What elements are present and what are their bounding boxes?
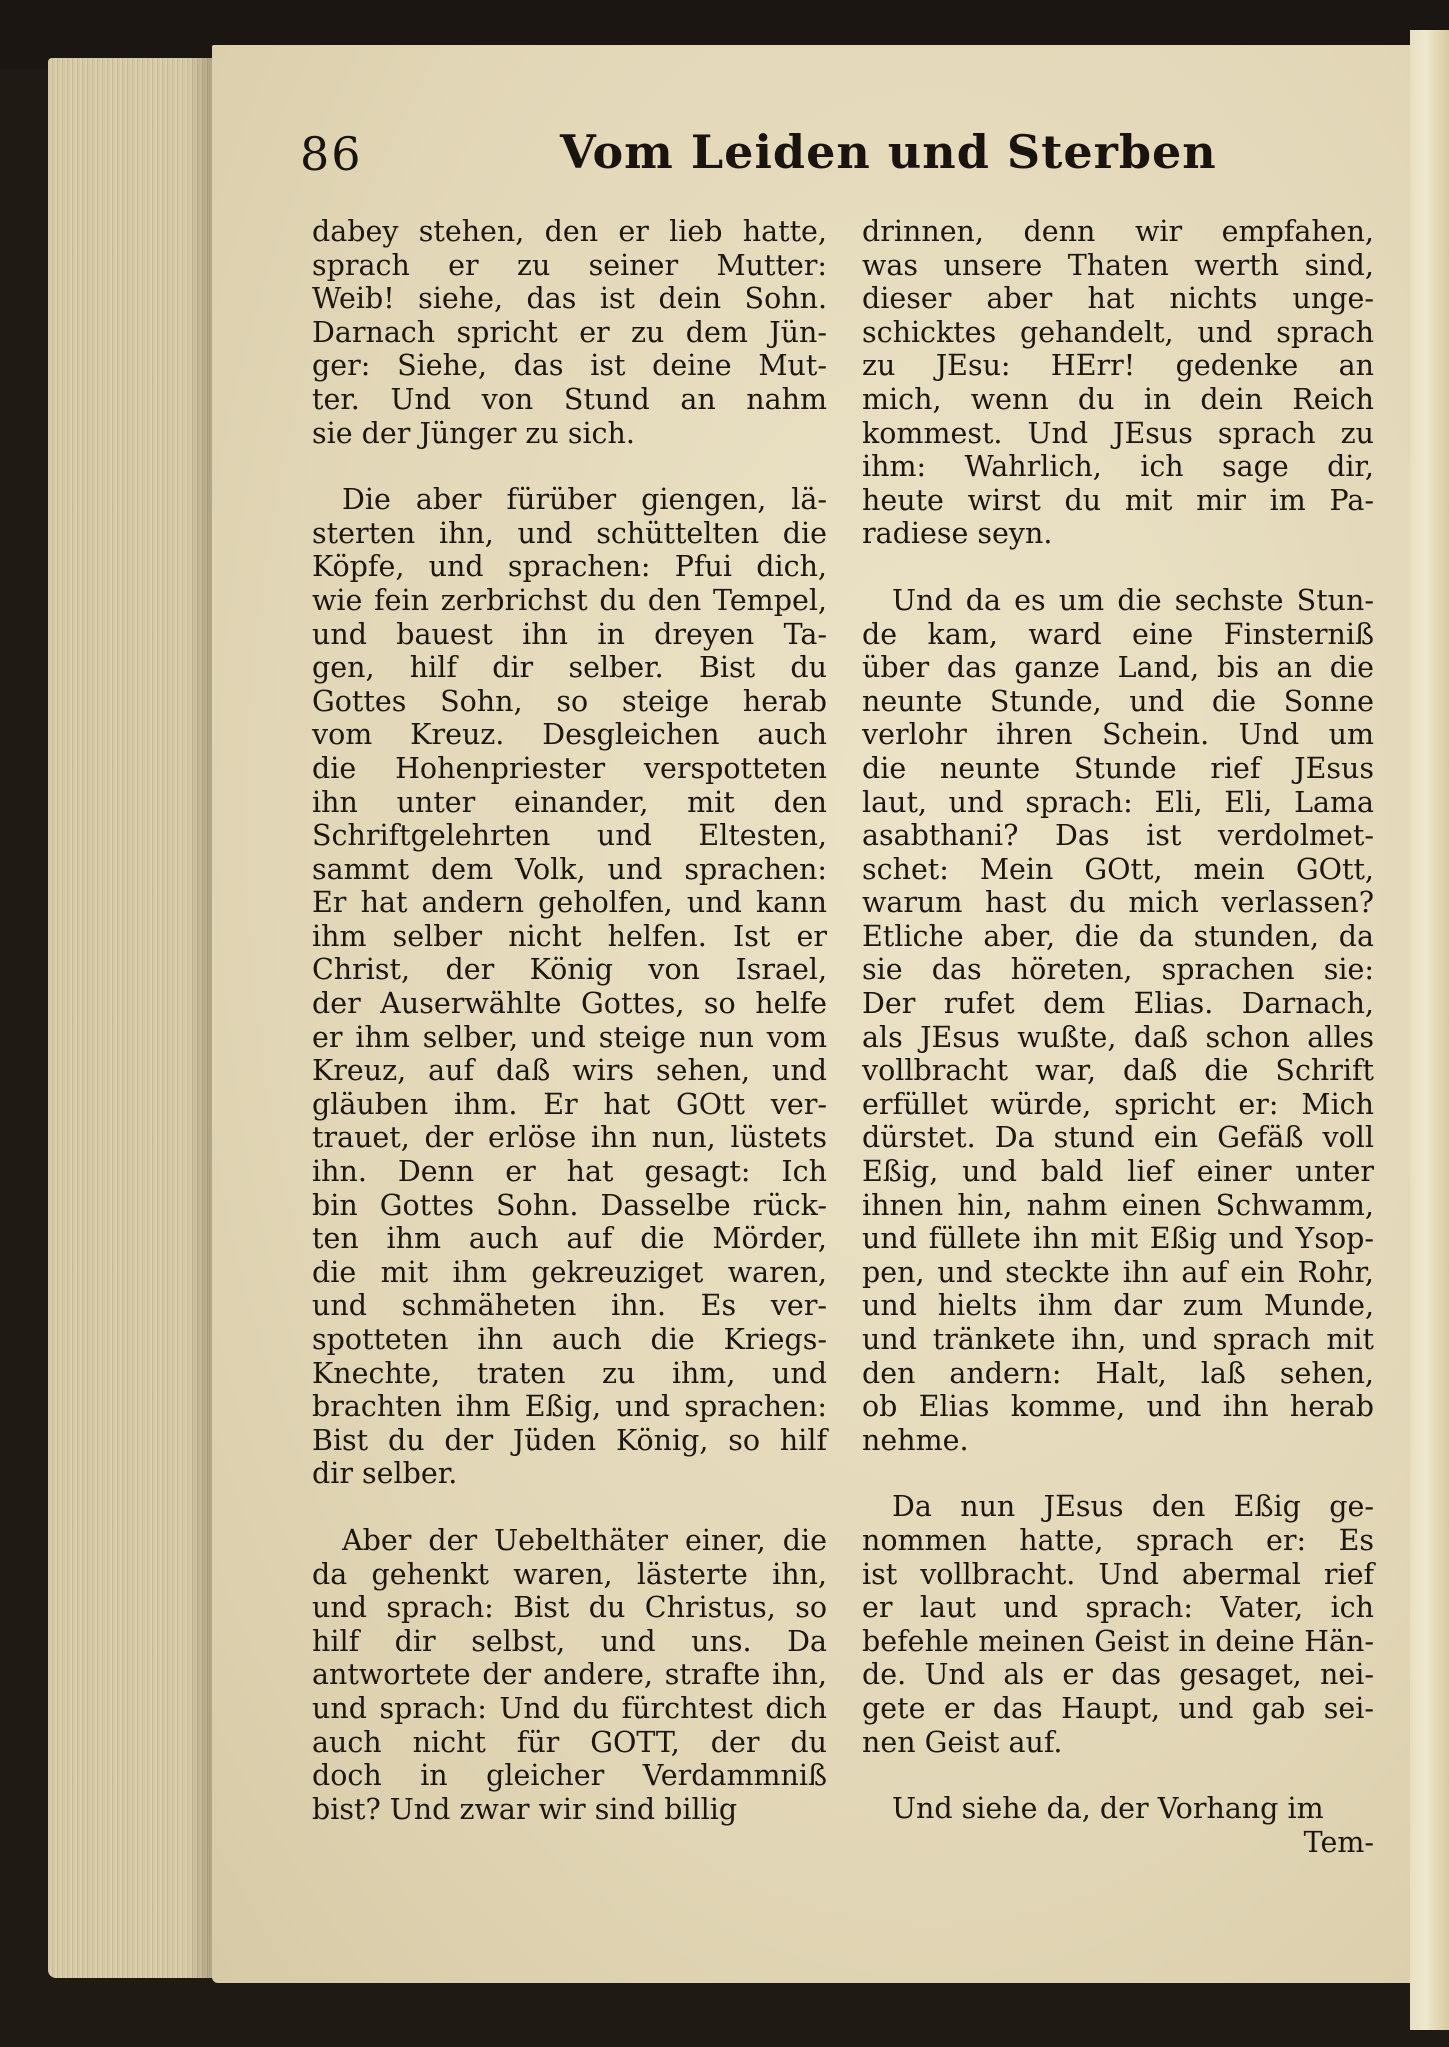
text-line: drinnen, denn wir empfahen, [862,215,1374,248]
paragraph [312,1524,827,1826]
text-line: nen Geist auf. [862,1725,1063,1759]
text-line: spotteten ihn auch die Kriegs- [312,1323,827,1356]
text-line: gläuben ihm. Er hat GOtt ver- [312,1087,827,1121]
text-line: er laut und sprach: Vater, ich [862,1591,1374,1625]
text-line: Knechte, traten zu ihm, und [312,1356,827,1390]
text-line: Christ, der König von Israel, [312,953,827,987]
catchword: Tem- [1303,1825,1374,1859]
text-line: und sprach: Und du fürchtest dich [312,1691,827,1725]
text-line: bin Gottes Sohn. Dasselbe rück- [312,1188,827,1222]
text-line: radiese seyn. [862,517,1053,551]
text-line: schet: Mein GOtt, mein GOtt, [862,852,1374,886]
text-line: gen, hilf dir selber. Bist du [312,651,827,685]
text-line: neunte Stunde, und die Sonne [862,684,1374,718]
text-line: heute wirst du mit mir im Pa- [862,483,1374,517]
text-line: Aber der Uebelthäter einer, die [342,1523,827,1557]
text-line: Gottes Sohn, so steige herab [312,684,827,718]
text-line: brachten ihm Eßig, und sprachen: [312,1390,827,1424]
text-line: ger: Siehe, das ist deine Mut- [312,349,827,383]
text-line: der Auserwählte Gottes, so helfe [312,987,827,1021]
text-line: ihn. Denn er hat gesagt: Ich [312,1155,827,1189]
text-line: den andern: Halt, laß sehen, [862,1356,1374,1390]
paragraph [862,1792,1374,1859]
running-head: Vom Leiden und Sterben [560,125,1217,179]
text-line: gete er das Haupt, und gab sei- [862,1691,1374,1725]
paragraph [312,215,827,450]
text-line: Köpfe, und sprachen: Pfui dich, [312,550,827,584]
page-edges [48,58,218,1978]
text-line: dabey stehen, den er lieb hatte, [312,215,827,248]
paragraph [862,215,1374,551]
text-line: was unsere Thaten werth sind, [862,248,1374,282]
text-line: Etliche aber, die da stunden, da [862,919,1374,953]
text-line: kommest. Und JEsus sprach zu [862,416,1374,450]
text-line: hilf dir selbst, und uns. Da [312,1624,827,1658]
text-line: er ihm selber, und steige nun vom [312,1020,827,1054]
text-line: pen, und steckte ihn auf ein Rohr, [862,1255,1374,1289]
text-line: Und da es um die sechste Stun- [892,583,1374,617]
text-line: Darnach spricht er zu dem Jün- [312,315,827,349]
page-header [300,125,1300,195]
text-line: auch nicht für GOTT, der du [312,1725,827,1759]
text-line: über das ganze Land, bis an die [862,651,1374,685]
text-line: Eßig, und bald lief einer unter [862,1155,1374,1189]
text-line: die Hohenpriester verspotteten [312,751,827,785]
text-line: vom Kreuz. Desgleichen auch [312,718,827,752]
text-line: ihm selber nicht helfen. Ist er [312,919,827,953]
text-line: als JEsus wußte, daß schon alles [862,1020,1374,1054]
text-line: Der rufet dem Elias. Darnach, [862,987,1374,1021]
text-line: Kreuz, auf daß wirs sehen, und [312,1054,827,1088]
text-line: da gehenkt waren, lästerte ihn, [312,1557,827,1591]
text-line: befehle meinen Geist in deine Hän- [862,1624,1374,1658]
text-line: de kam, ward eine Finsterniß [862,617,1374,651]
text-line: die mit ihm gekreuziget waren, [312,1255,827,1289]
text-line: ter. Und von Stund an nahm [312,382,827,416]
text-line: bist? Und zwar wir sind billig [312,1792,738,1826]
text-line: doch in gleicher Verdammniß [312,1759,827,1793]
text-line: Schriftgelehrten und Eltesten, [312,819,827,853]
text-line: und bauest ihn in dreyen Ta- [312,617,827,651]
text-line: Und siehe da, der Vorhang im [892,1792,1324,1826]
text-line: dir selber. [312,1457,458,1491]
text-line: nehme. [862,1423,969,1457]
text-line: asabthani? Das ist verdolmet- [862,819,1374,853]
right-column [862,215,1374,1892]
text-line: und schmäheten ihn. Es ver- [312,1289,827,1323]
text-line: Die aber fürüber giengen, lä- [342,483,827,517]
text-line: verlohr ihren Schein. Und um [862,718,1374,752]
text-line: ist vollbracht. Und abermal rief [862,1557,1374,1591]
text-line: warum hast du mich verlassen? [862,886,1374,920]
text-line: sie das höreten, sprachen sie: [862,953,1374,987]
paragraph [862,1490,1374,1759]
text-line: Bist du der Jüden König, so hilf [312,1423,827,1457]
text-line: ihm: Wahrlich, ich sage dir, [862,450,1374,484]
text-line: zu JEsu: HErr! gedenke an [862,349,1374,383]
text-line: sie der Jünger zu sich. [312,416,635,450]
text-line: Weib! siehe, das ist dein Sohn. [312,282,827,316]
text-line: nommen hatte, sprach er: Es [862,1523,1374,1557]
page-number: 86 [300,127,363,181]
text-line: sprach er zu seiner Mutter: [312,248,827,282]
text-line: und sprach: Bist du Christus, so [312,1591,827,1625]
text-line: ihn unter einander, mit den [312,785,827,819]
text-line: ob Elias komme, und ihn herab [862,1390,1374,1424]
text-line: schicktes gehandelt, und sprach [862,315,1374,349]
paragraph [862,584,1374,1457]
text-line: mich, wenn du in dein Reich [862,382,1374,416]
text-line: ihnen hin, nahm einen Schwamm, [862,1188,1374,1222]
text-line: und tränkete ihn, und sprach mit [862,1323,1374,1356]
text-line: sammt dem Volk, und sprachen: [312,852,827,886]
text-line: die neunte Stunde rief JEsus [862,751,1374,785]
text-line: vollbracht war, daß die Schrift [862,1054,1374,1088]
text-line: sterten ihn, und schüttelten die [312,516,827,550]
text-line: erfüllet würde, spricht er: Mich [862,1087,1374,1121]
text-line: ten ihm auch auf die Mörder, [312,1222,827,1256]
text-line: trauet, der erlöse ihn nun, lüstets [312,1121,827,1155]
text-line: antwortete der andere, strafte ihn, [312,1658,827,1692]
left-column [312,215,827,1859]
facing-page-edge [1410,30,1449,2030]
text-line: Er hat andern geholfen, und kann [312,886,827,920]
text-line: wie fein zerbrichst du den Tempel, [312,583,827,617]
text-line: und füllete ihn mit Eßig und Ysop- [862,1222,1374,1256]
text-line: laut, und sprach: Eli, Eli, Lama [862,785,1374,819]
paragraph [312,483,827,1491]
text-line: dieser aber hat nichts unge- [862,282,1374,316]
text-line: und hielts ihm dar zum Munde, [862,1289,1374,1323]
text-line: de. Und als er das gesaget, nei- [862,1658,1374,1692]
text-line: dürstet. Da stund ein Gefäß voll [862,1121,1374,1155]
text-line: Da nun JEsus den Eßig ge- [892,1490,1374,1524]
